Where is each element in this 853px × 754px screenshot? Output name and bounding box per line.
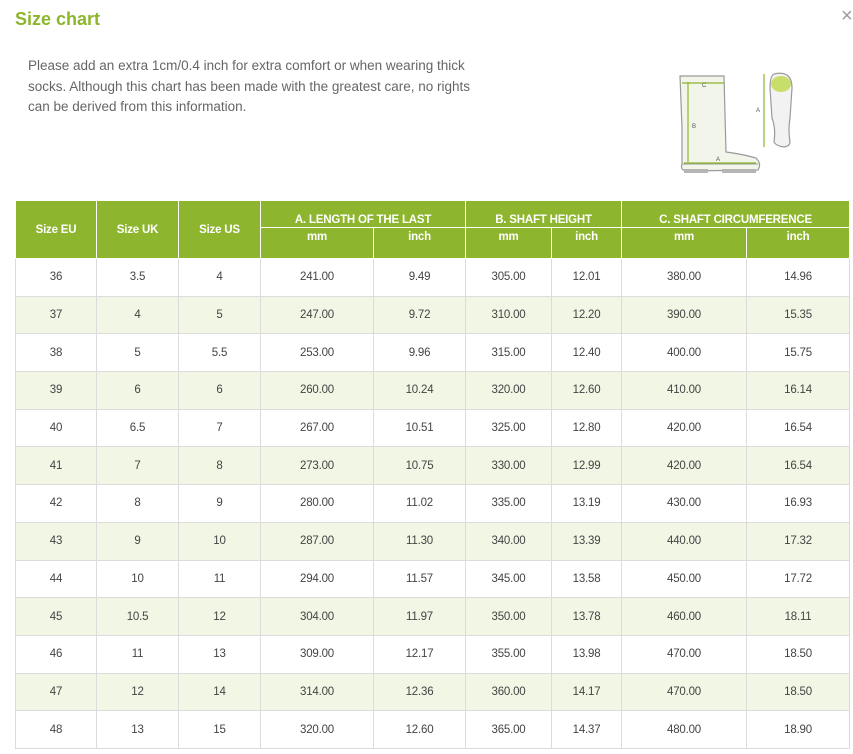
table-cell: 5 (179, 296, 261, 334)
table-cell: 42 (16, 485, 97, 523)
table-cell: 360.00 (466, 673, 552, 711)
close-icon[interactable]: × (841, 5, 853, 27)
table-cell: 16.54 (747, 409, 850, 447)
table-cell: 450.00 (622, 560, 747, 598)
table-cell: 12.01 (552, 259, 622, 297)
boot-sole-view (756, 73, 792, 147)
table-cell: 7 (179, 409, 261, 447)
table-cell: 11 (179, 560, 261, 598)
table-cell: 470.00 (622, 635, 747, 673)
table-cell: 410.00 (622, 372, 747, 410)
table-cell: 44 (16, 560, 97, 598)
table-cell: 43 (16, 522, 97, 560)
table-cell: 310.00 (466, 296, 552, 334)
table-cell: 13 (179, 635, 261, 673)
table-cell: 280.00 (261, 485, 374, 523)
table-cell: 305.00 (466, 259, 552, 297)
table-row (16, 673, 850, 711)
table-cell: 430.00 (622, 485, 747, 523)
table-cell: 10.51 (374, 409, 466, 447)
table-cell: 10.5 (97, 598, 179, 636)
header-unit: inch (747, 228, 850, 259)
table-row (16, 560, 850, 598)
table-cell: 12.60 (552, 372, 622, 410)
label-a-foot: A (716, 157, 721, 163)
table-cell: 10.24 (374, 372, 466, 410)
table-cell: 46 (16, 635, 97, 673)
table-cell: 4 (97, 296, 179, 334)
table-cell: 16.54 (747, 447, 850, 485)
table-cell: 12.20 (552, 296, 622, 334)
header-unit: mm (466, 228, 552, 259)
table-cell: 39 (16, 372, 97, 410)
table-cell: 304.00 (261, 598, 374, 636)
table-cell: 18.50 (747, 635, 850, 673)
table-cell: 13 (97, 711, 179, 749)
table-cell: 12.36 (374, 673, 466, 711)
table-cell: 9.49 (374, 259, 466, 297)
header-shaft-circumference: C. SHAFT CIRCUMFERENCE (622, 201, 850, 228)
table-cell: 380.00 (622, 259, 747, 297)
table-cell: 16.14 (747, 372, 850, 410)
table-cell: 400.00 (622, 334, 747, 372)
table-cell: 11 (97, 635, 179, 673)
table-cell: 330.00 (466, 447, 552, 485)
table-cell: 340.00 (466, 522, 552, 560)
table-cell: 325.00 (466, 409, 552, 447)
table-cell: 11.57 (374, 560, 466, 598)
table-cell: 12 (97, 673, 179, 711)
header-shaft-height: B. SHAFT HEIGHT (466, 201, 622, 228)
size-table (15, 200, 850, 749)
table-cell: 8 (97, 485, 179, 523)
table-cell: 9 (179, 485, 261, 523)
table-cell: 247.00 (261, 296, 374, 334)
table-cell: 315.00 (466, 334, 552, 372)
table-cell: 13.39 (552, 522, 622, 560)
table-cell: 10.75 (374, 447, 466, 485)
label-a-sole: A (756, 108, 761, 114)
table-cell: 480.00 (622, 711, 747, 749)
table-cell: 11.30 (374, 522, 466, 560)
table-row (16, 334, 850, 372)
table-cell: 17.72 (747, 560, 850, 598)
table-row (16, 598, 850, 636)
table-cell: 48 (16, 711, 97, 749)
table-cell: 36 (16, 259, 97, 297)
table-cell: 260.00 (261, 372, 374, 410)
table-cell: 14.96 (747, 259, 850, 297)
table-row (16, 485, 850, 523)
table-cell: 6.5 (97, 409, 179, 447)
table-cell: 41 (16, 447, 97, 485)
table-cell: 294.00 (261, 560, 374, 598)
table-cell: 12.40 (552, 334, 622, 372)
header-size-us: Size US (179, 201, 261, 259)
table-row (16, 409, 850, 447)
table-cell: 355.00 (466, 635, 552, 673)
table-cell: 320.00 (261, 711, 374, 749)
table-cell: 335.00 (466, 485, 552, 523)
table-cell: 12 (179, 598, 261, 636)
table-cell: 470.00 (622, 673, 747, 711)
table-cell: 12.99 (552, 447, 622, 485)
table-cell: 241.00 (261, 259, 374, 297)
table-cell: 40 (16, 409, 97, 447)
table-cell: 18.90 (747, 711, 850, 749)
table-cell: 15.75 (747, 334, 850, 372)
table-row (16, 635, 850, 673)
table-cell: 287.00 (261, 522, 374, 560)
table-cell: 273.00 (261, 447, 374, 485)
table-cell: 253.00 (261, 334, 374, 372)
table-cell: 15.35 (747, 296, 850, 334)
header-unit: inch (552, 228, 622, 259)
header-size-eu: Size EU (16, 201, 97, 259)
table-cell: 10 (179, 522, 261, 560)
table-cell: 5 (97, 334, 179, 372)
table-cell: 12.60 (374, 711, 466, 749)
table-cell: 267.00 (261, 409, 374, 447)
table-row (16, 711, 850, 749)
table-cell: 15 (179, 711, 261, 749)
table-cell: 17.32 (747, 522, 850, 560)
table-cell: 9 (97, 522, 179, 560)
boot-diagram (672, 68, 800, 180)
boot-side-view (680, 76, 760, 173)
table-cell: 45 (16, 598, 97, 636)
header-unit: mm (622, 228, 747, 259)
table-cell: 460.00 (622, 598, 747, 636)
table-cell: 390.00 (622, 296, 747, 334)
table-cell: 9.96 (374, 334, 466, 372)
table-cell: 14.37 (552, 711, 622, 749)
table-row (16, 372, 850, 410)
table-cell: 16.93 (747, 485, 850, 523)
table-cell: 314.00 (261, 673, 374, 711)
table-cell: 6 (179, 372, 261, 410)
header-unit: mm (261, 228, 374, 259)
table-cell: 37 (16, 296, 97, 334)
table-row (16, 522, 850, 560)
table-cell: 12.17 (374, 635, 466, 673)
table-cell: 14.17 (552, 673, 622, 711)
table-cell: 365.00 (466, 711, 552, 749)
header-size-uk: Size UK (97, 201, 179, 259)
table-cell: 38 (16, 334, 97, 372)
table-cell: 11.02 (374, 485, 466, 523)
table-cell: 11.97 (374, 598, 466, 636)
table-cell: 309.00 (261, 635, 374, 673)
table-cell: 440.00 (622, 522, 747, 560)
table-cell: 47 (16, 673, 97, 711)
table-cell: 420.00 (622, 409, 747, 447)
label-b: B (692, 124, 697, 130)
table-cell: 6 (97, 372, 179, 410)
table-cell: 14 (179, 673, 261, 711)
table-row (16, 296, 850, 334)
label-c: C (702, 83, 707, 89)
table-cell: 3.5 (97, 259, 179, 297)
table-cell: 18.11 (747, 598, 850, 636)
header-unit: inch (374, 228, 466, 259)
size-note: Please add an extra 1cm/0.4 inch for extra comfort or when wearing thick socks. Although this chart has been made with the greatest care, no rights can be derived from this information. (28, 58, 470, 114)
table-cell: 5.5 (179, 334, 261, 372)
table-cell: 12.80 (552, 409, 622, 447)
size-table-body (16, 259, 850, 749)
header-length-last: A. LENGTH OF THE LAST (261, 201, 466, 228)
table-row (16, 259, 850, 297)
table-cell: 13.78 (552, 598, 622, 636)
page-title: Size chart (15, 9, 101, 29)
table-cell: 8 (179, 447, 261, 485)
table-cell: 9.72 (374, 296, 466, 334)
table-cell: 345.00 (466, 560, 552, 598)
table-cell: 7 (97, 447, 179, 485)
table-cell: 13.19 (552, 485, 622, 523)
table-cell: 4 (179, 259, 261, 297)
table-cell: 350.00 (466, 598, 552, 636)
table-cell: 13.58 (552, 560, 622, 598)
table-cell: 420.00 (622, 447, 747, 485)
table-cell: 13.98 (552, 635, 622, 673)
table-row (16, 447, 850, 485)
table-cell: 10 (97, 560, 179, 598)
table-cell: 320.00 (466, 372, 552, 410)
table-cell: 18.50 (747, 673, 850, 711)
